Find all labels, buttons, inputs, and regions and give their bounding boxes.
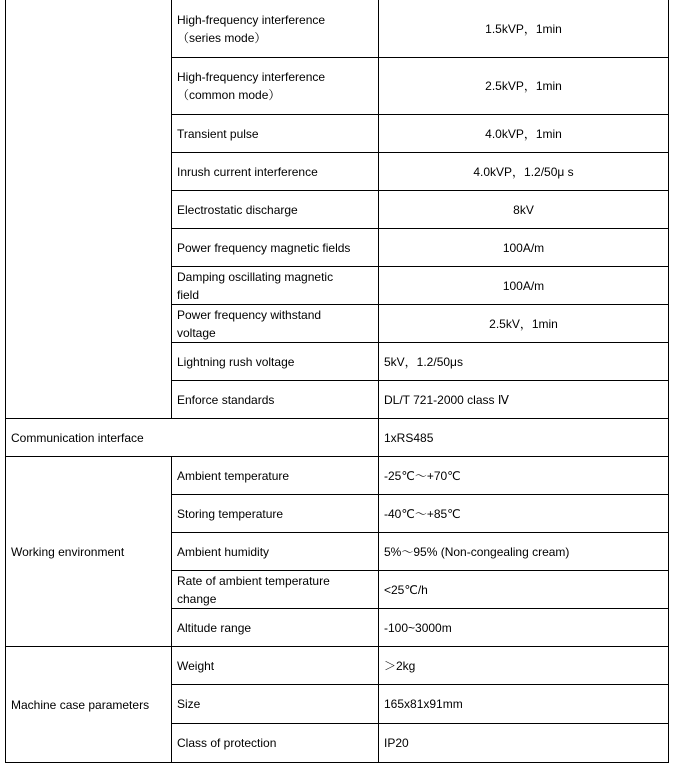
item-cell [172,58,379,115]
item-line: （series mode） [177,30,267,45]
item-line: change [177,591,217,606]
item-line: （common mode） [177,88,281,102]
item-cell: Size [172,685,379,724]
specification-table [5,0,669,763]
item-cell [172,305,379,343]
value-cell: ＞2kg [379,647,669,685]
item-cell [172,267,379,305]
table-row [6,457,669,495]
item-line: High-frequency interference [177,12,326,27]
item-line: Damping oscillating magnetic [177,269,334,284]
value-cell: -100~3000m [379,609,669,647]
item-cell: Class of protection [172,724,379,763]
value-cell: <25℃/h [379,571,669,609]
item-line: field [177,287,200,302]
table-row [6,647,669,685]
item-cell [172,0,379,58]
value-cell: 4.0kVP，1min [379,115,669,153]
value-cell: 100A/m [379,267,669,305]
value-cell: -25℃～+70℃ [379,457,669,495]
value-cell: 5%～95% (Non-congealing cream) [379,533,669,571]
value-cell: 5kV，1.2/50μs [379,343,669,381]
value-cell: 8kV [379,191,669,229]
item-line: Power frequency withstand [177,307,322,322]
item-cell: Ambient temperature [172,457,379,495]
item-cell [172,571,379,609]
item-cell: Inrush current interference [172,153,379,191]
item-cell: Electrostatic discharge [172,191,379,229]
item-cell: Altitude range [172,609,379,647]
table-row [6,0,669,58]
table-row [6,419,669,457]
item-cell: Lightning rush voltage [172,343,379,381]
item-line: Rate of ambient temperature [177,573,330,588]
value-cell: DL/T 721-2000 class Ⅳ [379,381,669,419]
value-cell: 2.5kVP，1min [379,58,669,115]
item-cell: Enforce standards [172,381,379,419]
communication-value: 1xRS485 [379,419,669,457]
machine-case-label: Machine case parameters [6,647,172,763]
item-cell: Transient pulse [172,115,379,153]
item-cell: Ambient humidity [172,533,379,571]
emc-group-cell [6,0,172,419]
item-cell: Power frequency magnetic fields [172,229,379,267]
value-cell: -40℃～+85℃ [379,495,669,533]
value-cell: 1.5kVP，1min [379,0,669,58]
value-cell: 2.5kV，1min [379,305,669,343]
communication-label: Communication interface [6,419,379,457]
value-cell: 100A/m [379,229,669,267]
item-line: voltage [177,325,216,340]
value-cell: 4.0kVP，1.2/50μ s [379,153,669,191]
value-cell: 165x81x91mm [379,685,669,724]
working-environment-label: Working environment [6,457,172,647]
item-line: High-frequency interference [177,70,326,84]
item-cell: Weight [172,647,379,685]
value-cell: IP20 [379,724,669,763]
item-cell: Storing temperature [172,495,379,533]
